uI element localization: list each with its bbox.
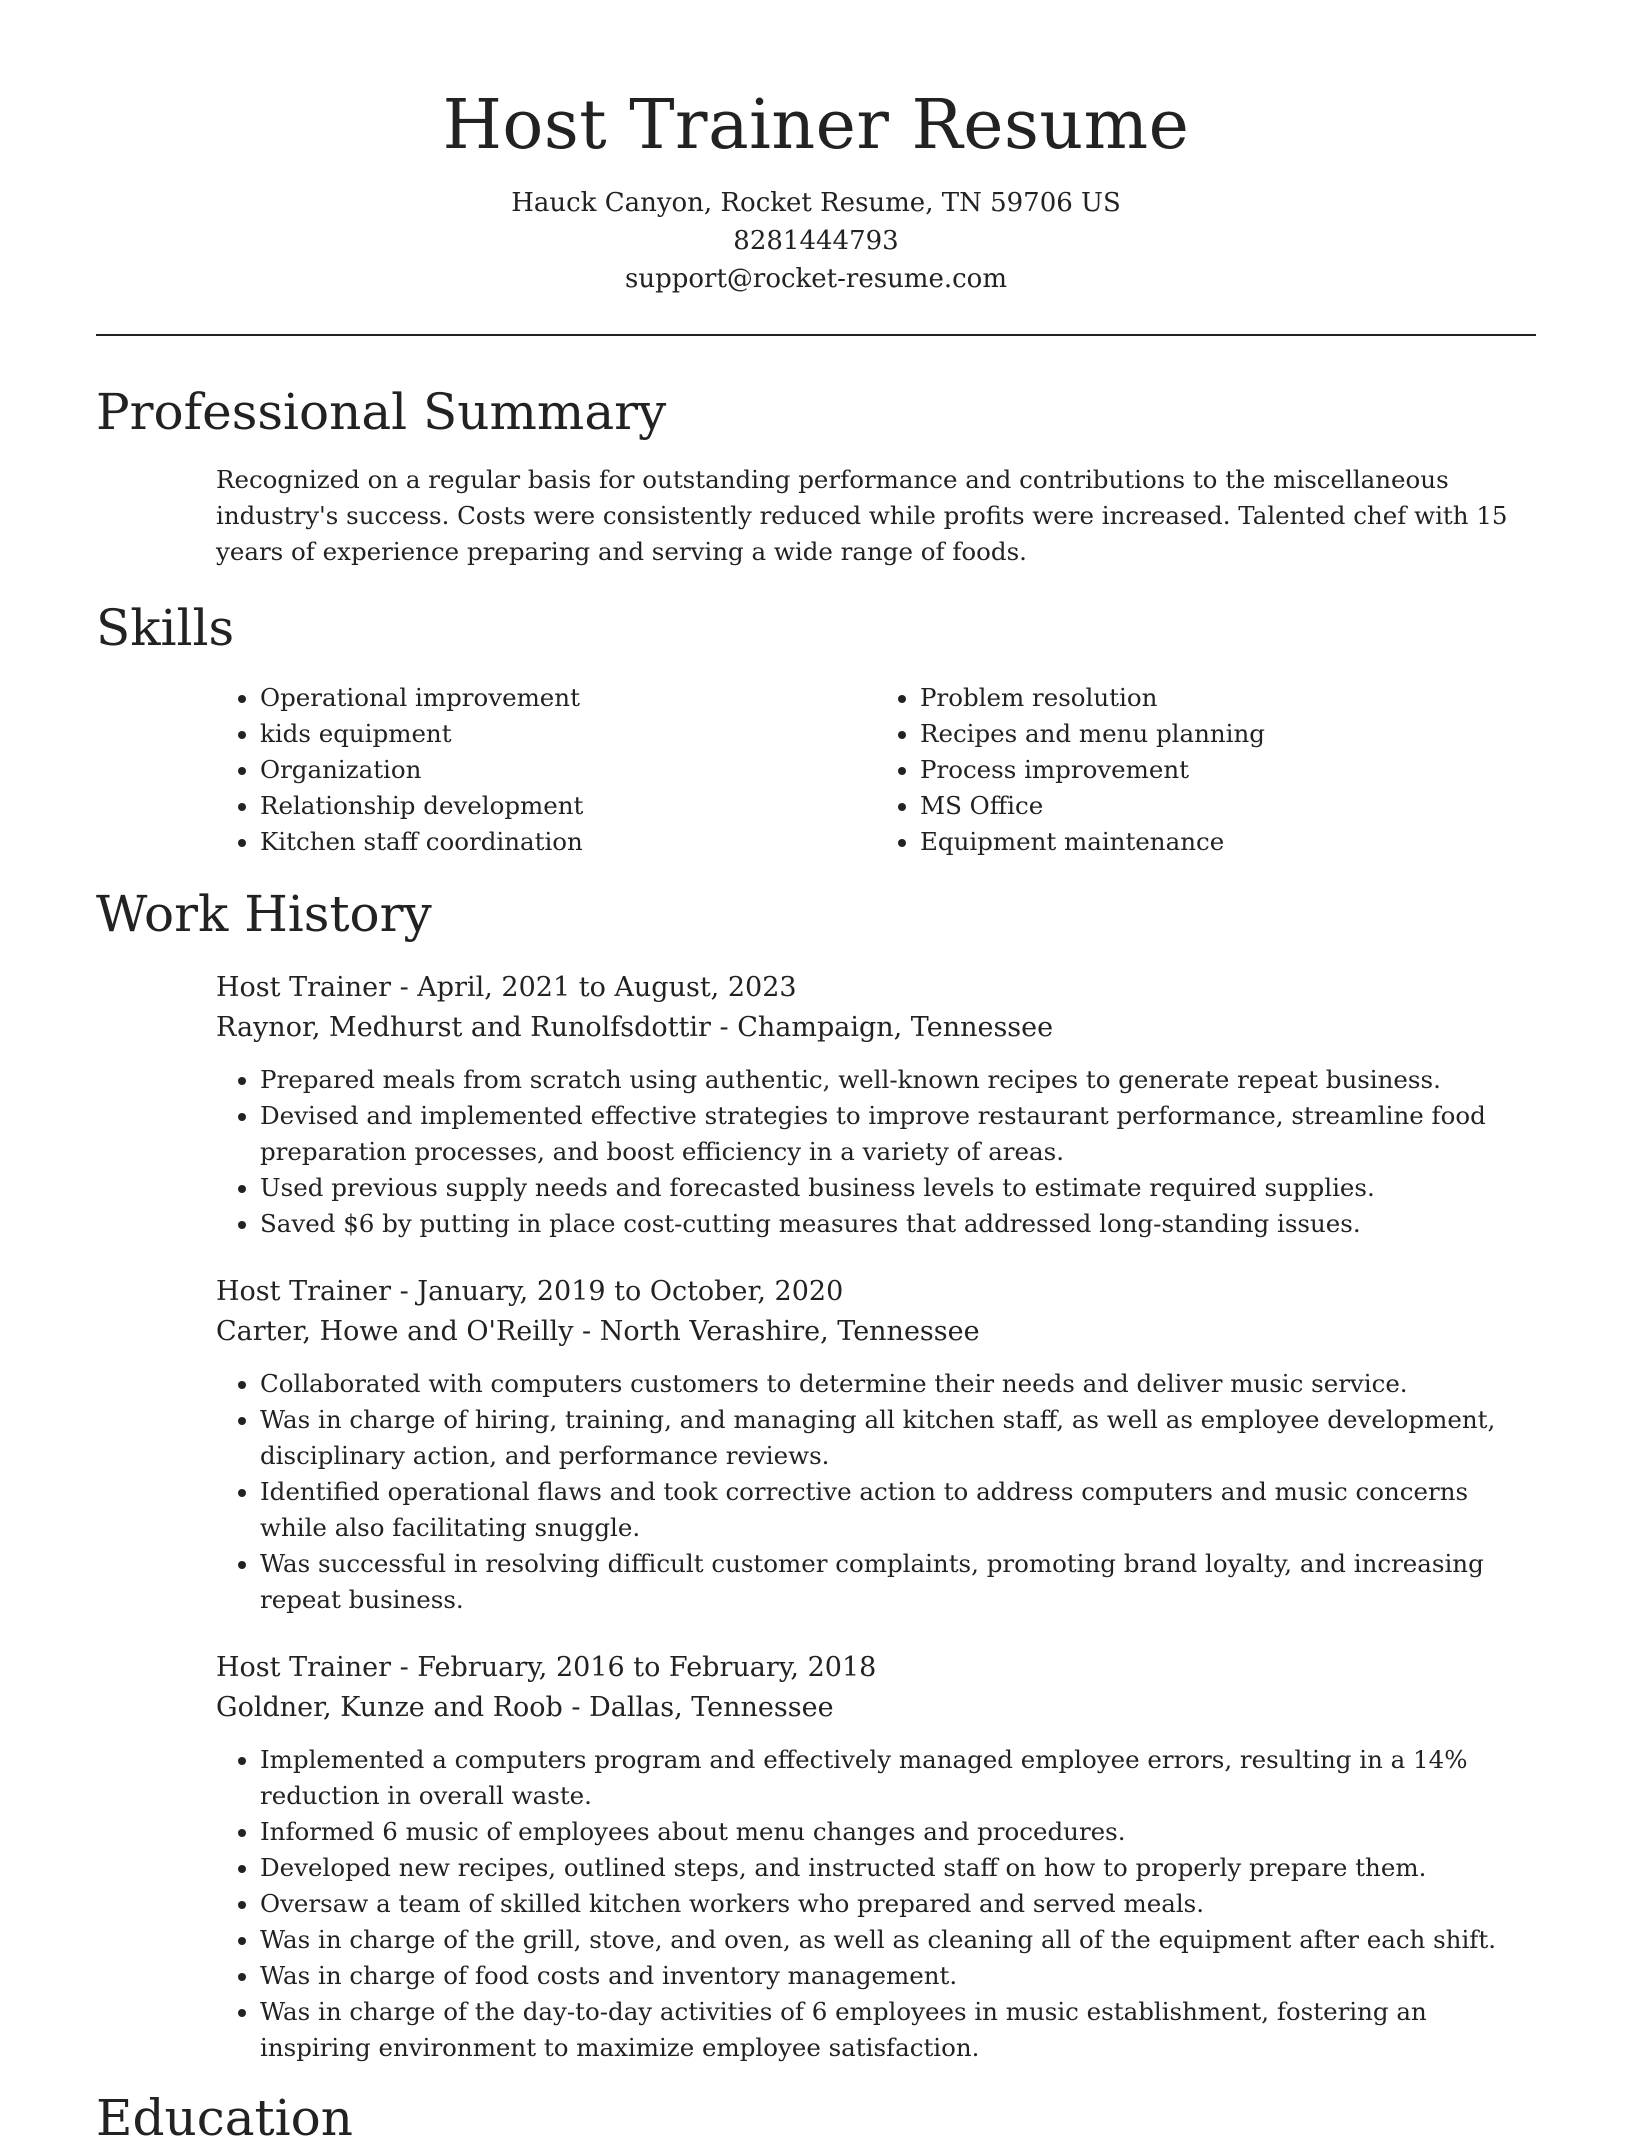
job-company-line: Raynor, Medhurst and Runolfsdottir - Champaign, Tennessee xyxy=(216,1012,1054,1043)
skill-item: • Relationship development xyxy=(260,788,876,824)
job-bullet: • Identified operational flaws and took corrective action to address computers and music concerns while also facilitating snuggle. xyxy=(260,1474,1536,1546)
job-bullet: • Was in charge of food costs and inventory management. xyxy=(260,1958,1536,1994)
skills-list xyxy=(216,680,1536,860)
phone-text: 8281444793 xyxy=(733,226,899,256)
job-entry xyxy=(216,1648,1536,2066)
page-title: Host Trainer Resume xyxy=(442,86,1190,165)
job-bullets xyxy=(216,1366,1536,1618)
address-text: Hauck Canyon, Rocket Resume, TN 59706 US xyxy=(511,188,1121,218)
job-bullet: • Implemented a computers program and effectively managed employee errors, resulting in a 14% reduction in overall waste. xyxy=(260,1742,1536,1814)
job-bullet: • Prepared meals from scratch using authentic, well-known recipes to generate repeat business. xyxy=(260,1062,1536,1098)
job-bullet: • Was in charge of hiring, training, and managing all kitchen staff, as well as employee development, disciplinary action, and performance reviews. xyxy=(260,1402,1536,1474)
job-bullet: • Was in charge of the day-to-day activities of 6 employees in music establishment, fostering an inspiring environment to maximize employee satisfaction. xyxy=(260,1994,1536,2066)
job-bullet: • Used previous supply needs and forecasted business levels to estimate required supplies. xyxy=(260,1170,1536,1206)
job-bullet: • Saved $6 by putting in place cost-cutting measures that addressed long-standing issues. xyxy=(260,1206,1536,1242)
skill-item: • Problem resolution xyxy=(920,680,1536,716)
job-company-line: Carter, Howe and O'Reilly - North Verashire, Tennessee xyxy=(216,1316,980,1347)
skill-item: • Equipment maintenance xyxy=(920,824,1536,860)
skill-item: • kids equipment xyxy=(260,716,876,752)
skill-item: • Recipes and menu planning xyxy=(920,716,1536,752)
job-company-line: Goldner, Kunze and Roob - Dallas, Tennessee xyxy=(216,1692,834,1723)
job-bullet: • Developed new recipes, outlined steps, and instructed staff on how to properly prepare them. xyxy=(260,1850,1536,1886)
job-bullet: • Informed 6 music of employees about menu changes and procedures. xyxy=(260,1814,1536,1850)
skills-column-left xyxy=(216,680,876,860)
skills-heading: Skills xyxy=(96,599,235,657)
job-bullet: • Was in charge of the grill, stove, and oven, as well as cleaning all of the equipment after each shift. xyxy=(260,1922,1536,1958)
job-entry xyxy=(216,1272,1536,1618)
summary-heading: Professional Summary xyxy=(96,383,667,441)
email-text: support@rocket-resume.com xyxy=(624,264,1007,294)
skill-item: • Kitchen staff coordination xyxy=(260,824,876,860)
job-title-line: Host Trainer - April, 2021 to August, 2023 xyxy=(216,972,797,1003)
job-bullet: • Devised and implemented effective strategies to improve restaurant performance, streamline food preparation processes, and boost efficiency in a variety of areas. xyxy=(260,1098,1536,1170)
job-entry xyxy=(216,968,1536,1242)
job-title-line: Host Trainer - February, 2016 to February, 2018 xyxy=(216,1652,877,1683)
contact-block xyxy=(96,184,1536,298)
job-bullet: • Was successful in resolving difficult customer complaints, promoting brand loyalty, and increasing repeat business. xyxy=(260,1546,1536,1618)
job-bullet: • Collaborated with computers customers to determine their needs and deliver music service. xyxy=(260,1366,1536,1402)
job-bullets xyxy=(216,1742,1536,2066)
skill-item: • Organization xyxy=(260,752,876,788)
skill-item: • Process improvement xyxy=(920,752,1536,788)
work-history-heading: Work History xyxy=(96,885,432,943)
job-bullets xyxy=(216,1062,1536,1242)
resume-header xyxy=(96,0,1536,298)
skill-item: • Operational improvement xyxy=(260,680,876,716)
header-divider xyxy=(96,334,1536,336)
job-title-line: Host Trainer - January, 2019 to October, 2020 xyxy=(216,1276,844,1307)
education-heading: Education xyxy=(96,2089,353,2147)
skill-item: • MS Office xyxy=(920,788,1536,824)
resume-page xyxy=(96,0,1536,2148)
job-bullet: • Oversaw a team of skilled kitchen workers who prepared and served meals. xyxy=(260,1886,1536,1922)
summary-text: Recognized on a regular basis for outstanding performance and contributions to the miscellaneous industry's success. Costs were consistently reduced while profits were increased. Talented chef with 15 years of experience preparing and serving a wide range of foods. xyxy=(216,465,1508,566)
skills-column-right xyxy=(876,680,1536,860)
